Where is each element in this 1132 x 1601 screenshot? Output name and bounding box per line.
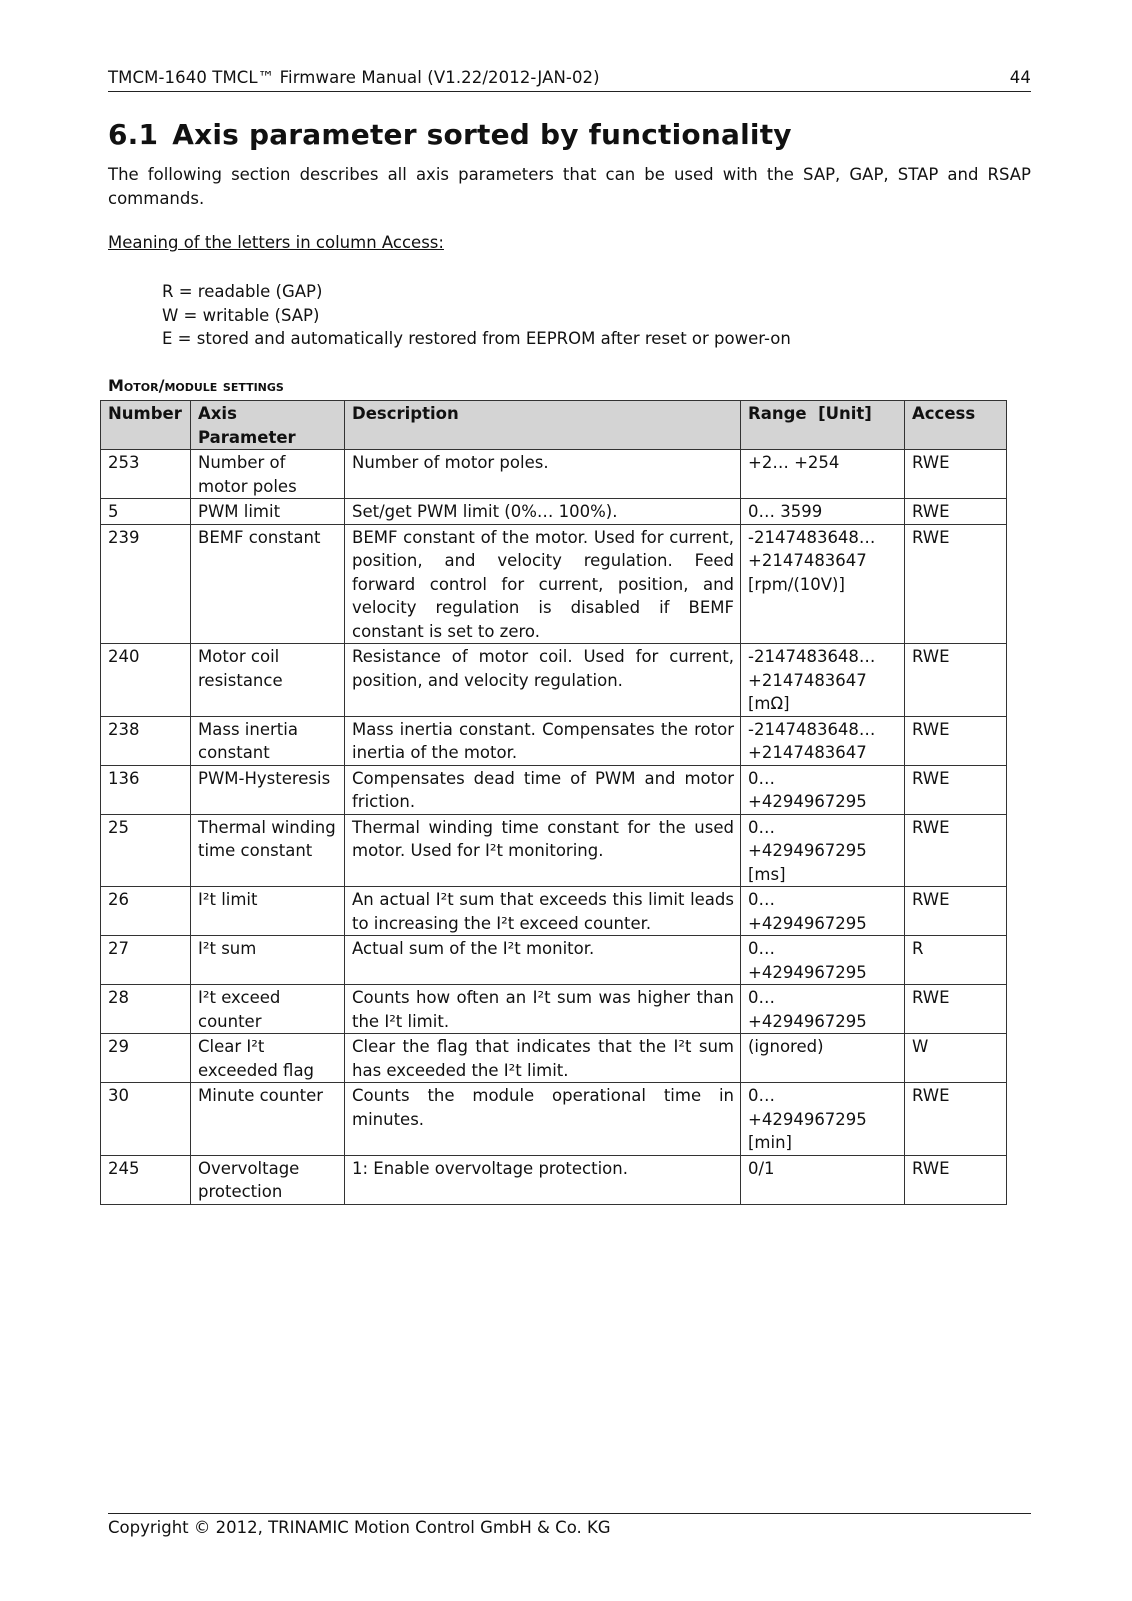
cell-range: -2147483648… +2147483647 [rpm/(10V)] <box>741 524 905 644</box>
cell-axis-parameter: BEMF constant <box>191 524 345 644</box>
cell-number: 28 <box>101 985 191 1034</box>
table-row <box>101 450 1007 499</box>
cell-description: Mass inertia constant. Compensates the rotor inertia of the motor. <box>345 716 741 765</box>
cell-number: 253 <box>101 450 191 499</box>
cell-access: RWE <box>905 765 1007 814</box>
cell-range: 0/1 <box>741 1155 905 1204</box>
axis-parameter-table <box>100 400 1007 1205</box>
page-footer: Copyright © 2012, TRINAMIC Motion Control GmbH & Co. KG <box>108 1513 1031 1537</box>
cell-range: 0… +4294967295 <box>741 887 905 936</box>
cell-access: RWE <box>905 450 1007 499</box>
cell-description: Compensates dead time of PWM and motor friction. <box>345 765 741 814</box>
cell-number: 27 <box>101 936 191 985</box>
cell-number: 29 <box>101 1034 191 1083</box>
header-range: Range [Unit] <box>741 401 905 450</box>
section-heading <box>108 118 792 151</box>
legend-item-w: W = writable (SAP) <box>162 305 320 325</box>
cell-range: +2… +254 <box>741 450 905 499</box>
cell-access: RWE <box>905 1083 1007 1156</box>
cell-number: 25 <box>101 814 191 887</box>
cell-number: 240 <box>101 644 191 717</box>
cell-range: 0… +4294967295 [min] <box>741 1083 905 1156</box>
cell-access: RWE <box>905 814 1007 887</box>
section-number: 6.1 <box>108 118 159 151</box>
cell-axis-parameter: PWM-Hysteresis <box>191 765 345 814</box>
cell-description: Thermal winding time constant for the used motor. Used for I²t monitoring. <box>345 814 741 887</box>
table-row <box>101 1155 1007 1204</box>
legend-item-r: R = readable (GAP) <box>162 282 323 301</box>
document-title: TMCM-1640 TMCL™ Firmware Manual (V1.22/2012-JAN-02) <box>108 68 600 87</box>
cell-access: RWE <box>905 887 1007 936</box>
section-heading-text: Axis parameter sorted by functionality <box>172 118 792 151</box>
cell-range: 0… 3599 <box>741 499 905 525</box>
cell-access: W <box>905 1034 1007 1083</box>
intro-paragraph: The following section describes all axis parameters that can be used with the SAP, GAP, STAP and RSAP commands. <box>108 165 1031 208</box>
cell-description: BEMF constant of the motor. Used for current, position, and velocity regulation. Feed forward control for current, position, and velocity regulation is disabled if BEMF constant is set to zero. <box>345 524 741 644</box>
header-number: Number <box>101 401 191 450</box>
table-row <box>101 644 1007 717</box>
cell-access: R <box>905 936 1007 985</box>
cell-number: 238 <box>101 716 191 765</box>
header-access: Access <box>905 401 1007 450</box>
cell-axis-parameter: I²t sum <box>191 936 345 985</box>
table-row <box>101 887 1007 936</box>
cell-axis-parameter: I²t exceed counter <box>191 985 345 1034</box>
cell-axis-parameter: Number of motor poles <box>191 450 345 499</box>
page-number: 44 <box>1009 68 1031 87</box>
page-header <box>108 68 1031 92</box>
table-row <box>101 524 1007 644</box>
cell-axis-parameter: Minute counter <box>191 1083 345 1156</box>
cell-range: -2147483648… +2147483647 <box>741 716 905 765</box>
legend-item-e: E = stored and automatically restored from EEPROM after reset or power-on <box>162 329 791 348</box>
cell-axis-parameter: PWM limit <box>191 499 345 525</box>
table-row <box>101 936 1007 985</box>
cell-axis-parameter: Motor coil resistance <box>191 644 345 717</box>
table-row <box>101 1083 1007 1156</box>
cell-access: RWE <box>905 499 1007 525</box>
table-row <box>101 985 1007 1034</box>
table-row <box>101 716 1007 765</box>
cell-axis-parameter: Clear I²t exceeded flag <box>191 1034 345 1083</box>
cell-axis-parameter: I²t limit <box>191 887 345 936</box>
table-row <box>101 499 1007 525</box>
cell-access: RWE <box>905 1155 1007 1204</box>
table-body <box>101 450 1007 1205</box>
cell-range: (ignored) <box>741 1034 905 1083</box>
cell-number: 136 <box>101 765 191 814</box>
table-header-row <box>101 401 1007 450</box>
cell-description: Number of motor poles. <box>345 450 741 499</box>
cell-range: 0… +4294967295 <box>741 936 905 985</box>
cell-description: Set/get PWM limit (0%… 100%). <box>345 499 741 525</box>
cell-access: RWE <box>905 716 1007 765</box>
header-description: Description <box>345 401 741 450</box>
cell-access: RWE <box>905 644 1007 717</box>
table-row <box>101 765 1007 814</box>
cell-range: -2147483648… +2147483647 [mΩ] <box>741 644 905 717</box>
cell-description: An actual I²t sum that exceeds this limit leads to increasing the I²t exceed counter. <box>345 887 741 936</box>
cell-number: 239 <box>101 524 191 644</box>
cell-description: Actual sum of the I²t monitor. <box>345 936 741 985</box>
cell-description: Counts the module operational time in minutes. <box>345 1083 741 1156</box>
table-row <box>101 1034 1007 1083</box>
cell-axis-parameter: Overvoltage protection <box>191 1155 345 1204</box>
cell-description: Resistance of motor coil. Used for current, position, and velocity regulation. <box>345 644 741 717</box>
cell-description: 1: Enable overvoltage protection. <box>345 1155 741 1204</box>
cell-range: 0… +4294967295 <box>741 765 905 814</box>
cell-access: RWE <box>905 524 1007 644</box>
table-section-title: Motor/module settings <box>108 376 284 395</box>
cell-range: 0… +4294967295 <box>741 985 905 1034</box>
cell-number: 30 <box>101 1083 191 1156</box>
access-legend <box>162 280 791 351</box>
access-meaning-title: Meaning of the letters in column Access: <box>108 233 444 252</box>
cell-axis-parameter: Mass inertia constant <box>191 716 345 765</box>
cell-number: 26 <box>101 887 191 936</box>
cell-axis-parameter: Thermal winding time constant <box>191 814 345 887</box>
cell-access: RWE <box>905 985 1007 1034</box>
table-row <box>101 814 1007 887</box>
cell-range: 0… +4294967295 [ms] <box>741 814 905 887</box>
cell-number: 245 <box>101 1155 191 1204</box>
cell-number: 5 <box>101 499 191 525</box>
cell-description: Counts how often an I²t sum was higher than the I²t limit. <box>345 985 741 1034</box>
cell-description: Clear the flag that indicates that the I²t sum has exceeded the I²t limit. <box>345 1034 741 1083</box>
header-axis-parameter: Axis Parameter <box>191 401 345 450</box>
